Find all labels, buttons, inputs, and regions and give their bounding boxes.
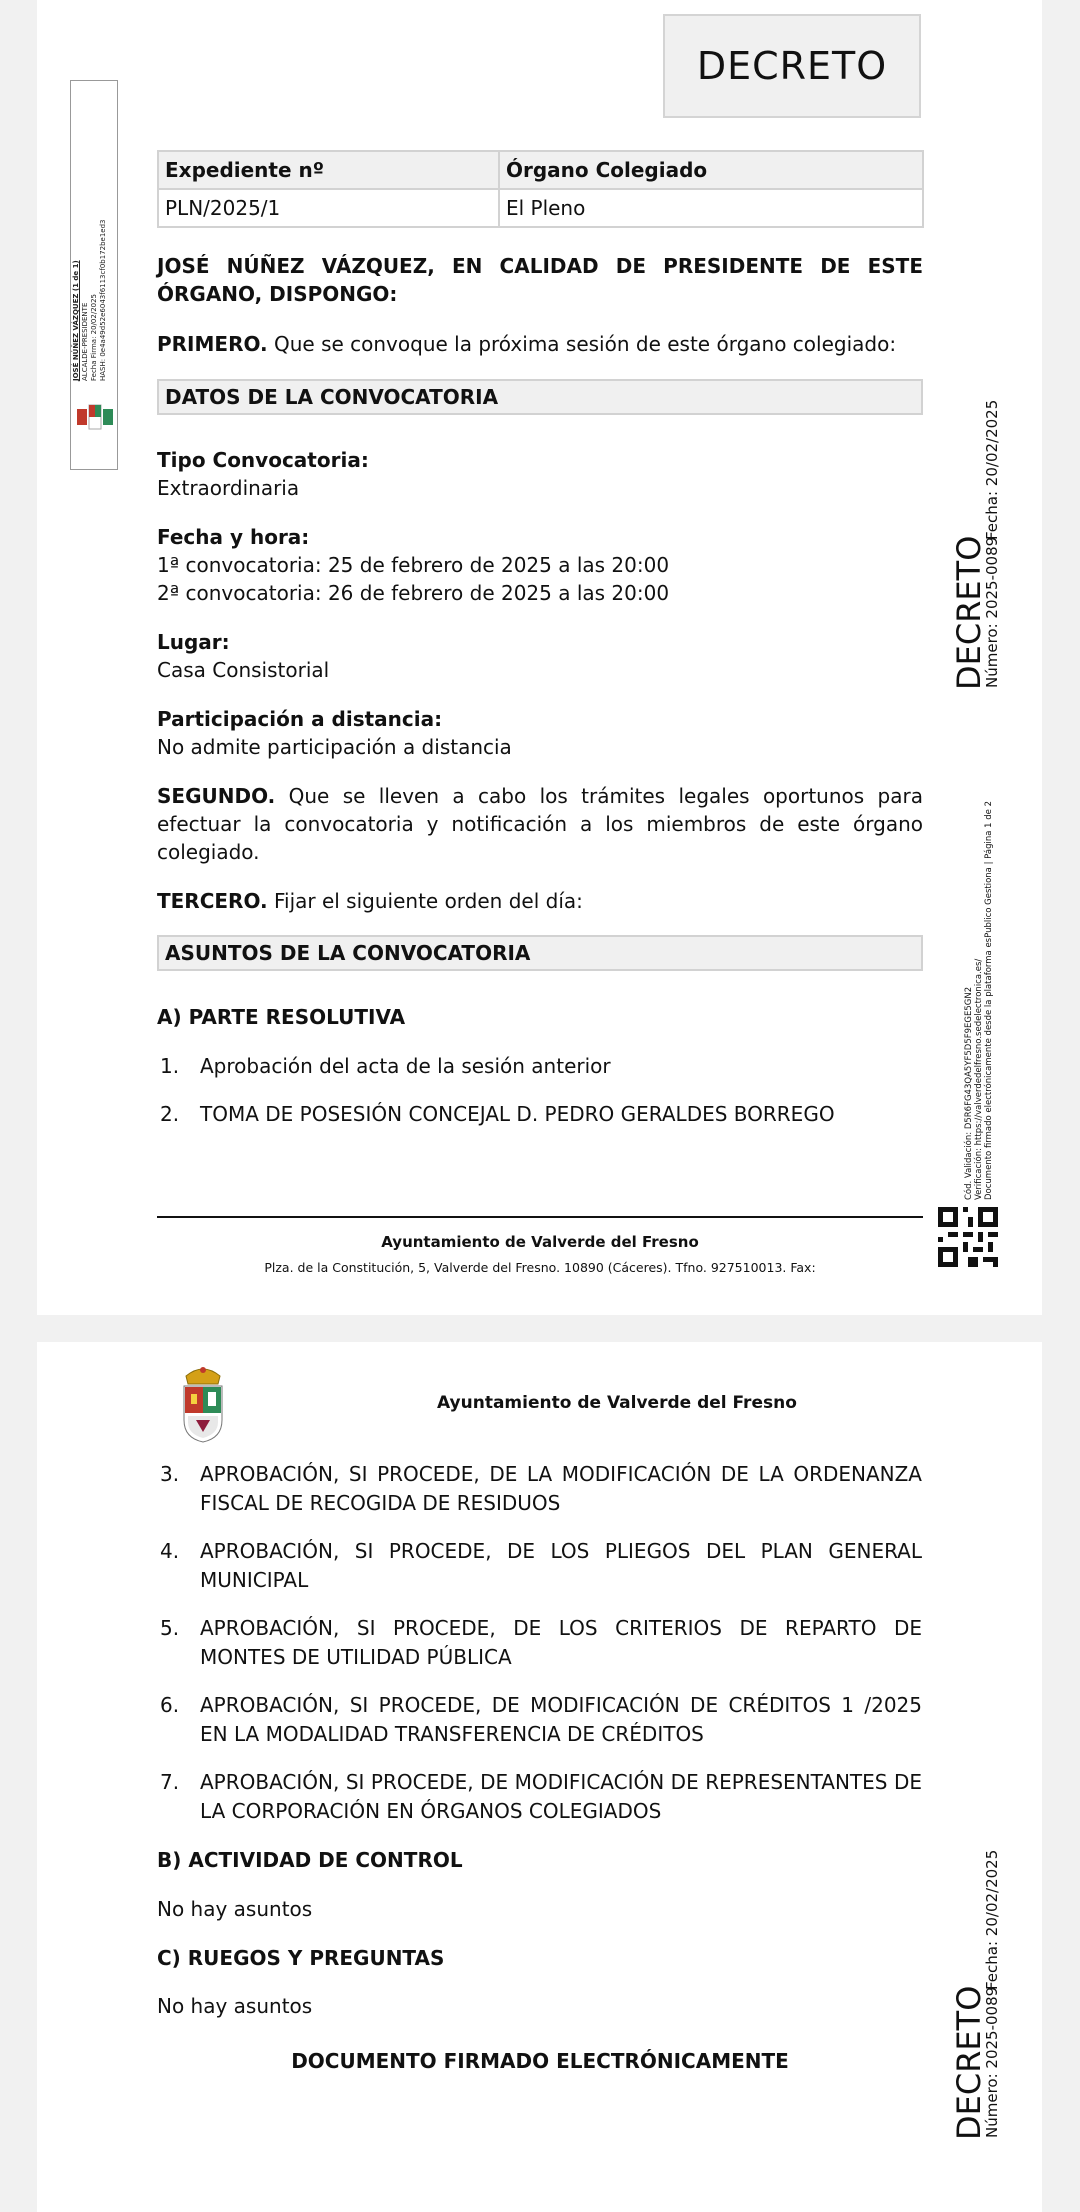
footer-divider <box>157 1216 923 1218</box>
footer-org-name: Ayuntamiento de Valverde del Fresno <box>381 1233 699 1251</box>
list-item-number: 5. <box>160 1616 180 1640</box>
list-item-text: TOMA DE POSESIÓN CONCEJAL D. PEDRO GERALDES BORREGO <box>200 1102 835 1126</box>
side-decreto-label: DECRETO <box>950 535 988 690</box>
parte-b-value: No hay asuntos <box>157 1897 313 1921</box>
side-fecha-p2: Fecha: 20/02/2025 <box>983 1849 1001 1990</box>
organo-header: Órgano Colegiado <box>499 151 923 189</box>
list-item-number: 1. <box>160 1054 180 1078</box>
lugar-label: Lugar: <box>157 630 230 654</box>
primero-label: PRIMERO. <box>157 332 268 356</box>
side-validation <box>964 801 994 1200</box>
fecha-segunda: 2ª convocatoria: 26 de febrero de 2025 a las 20:00 <box>157 581 670 605</box>
signature-date: Fecha Firma: 20/02/2025 <box>90 293 98 381</box>
decreto-title: DECRETO <box>696 44 888 88</box>
primero-paragraph <box>157 330 923 358</box>
footer-address: Plza. de la Constitución, 5, Valverde del Fresno. 10890 (Cáceres). Tfno. 927510013. Fax: <box>264 1260 816 1275</box>
tipo-label: Tipo Convocatoria: <box>157 448 369 472</box>
datos-section-header: DATOS DE LA CONVOCATORIA <box>157 379 923 415</box>
list-item-text: APROBACIÓN, SI PROCEDE, DE LA MODIFICACIÓN DE LA ORDENANZA FISCAL DE RECOGIDA DE RESIDUOS <box>200 1462 922 1515</box>
validation-platform: Documento firmado electrónicamente desde la plataforma esPublico Gestiona | Página 1 de 2 <box>984 800 994 1200</box>
expediente-table <box>157 150 924 228</box>
expediente-header: Expediente nº <box>158 151 499 189</box>
coat-of-arms-icon <box>178 1362 228 1444</box>
list-item-text: APROBACIÓN, SI PROCEDE, DE MODIFICACIÓN DE CRÉDITOS 1 /2025 EN LA MODALIDAD TRANSFERENCIA DE CRÉDITOS <box>200 1693 922 1746</box>
organo-value: El Pleno <box>499 189 923 227</box>
participacion-label: Participación a distancia: <box>157 707 443 731</box>
list-item-number: 7. <box>160 1770 180 1794</box>
participacion-value: No admite participación a distancia <box>157 735 512 759</box>
segundo-text: Que se lleven a cabo los trámites legales oportunos para efectuar la convocatoria y notificación a los miembros de este órgano colegiado. <box>157 784 923 864</box>
list-item-number: 4. <box>160 1539 180 1563</box>
side-fecha: Fecha: 20/02/2025 <box>983 399 1001 540</box>
list-item-number: 6. <box>160 1693 180 1717</box>
coat-of-arms-small-icon <box>75 401 115 435</box>
intro-statement: JOSÉ NÚÑEZ VÁZQUEZ, EN CALIDAD DE PRESIDENTE DE ESTE ÓRGANO, DISPONGO: <box>157 254 923 306</box>
signature-text <box>72 81 108 381</box>
signature-hash: HASH: 0e4a49d52e6043f6113cf0b172be1ed3 <box>99 219 107 381</box>
decreto-title-box <box>663 14 921 118</box>
firmado-statement: DOCUMENTO FIRMADO ELECTRÓNICAMENTE <box>291 2049 789 2073</box>
expediente-value: PLN/2025/1 <box>158 189 499 227</box>
side-numero-p2: Número: 2025-0089 <box>983 1986 1001 2138</box>
fecha-primera: 1ª convocatoria: 25 de febrero de 2025 a las 20:00 <box>157 553 670 577</box>
list-item-number: 2. <box>160 1102 180 1126</box>
signature-signer: JOSÉ NÚÑEZ VÁZQUEZ (1 de 1) <box>72 260 80 381</box>
list-item-text: APROBACIÓN, SI PROCEDE, DE LOS PLIEGOS DEL PLAN GENERAL MUNICIPAL <box>200 1539 922 1592</box>
parte-a-heading: A) PARTE RESOLUTIVA <box>157 1005 406 1029</box>
parte-b-heading: B) ACTIVIDAD DE CONTROL <box>157 1848 463 1872</box>
tercero-label: TERCERO. <box>157 889 268 913</box>
qr-code-icon <box>938 1207 998 1267</box>
list-item-number: 3. <box>160 1462 180 1486</box>
fecha-label: Fecha y hora: <box>157 525 310 549</box>
segundo-paragraph <box>157 782 923 866</box>
primero-text: Que se convoque la próxima sesión de este órgano colegiado: <box>267 332 897 356</box>
signature-role: ALCALDE-PRESIDENTE <box>81 302 89 381</box>
validation-url: Verificación: https://valverdedelfresno.sedelectronica.es/ <box>974 958 984 1200</box>
page2-header-org: Ayuntamiento de Valverde del Fresno <box>437 1393 797 1413</box>
validation-code: Cód. Validación: D5R6FG43QA5YF5D5F9EGE5GN2 <box>964 986 974 1200</box>
side-numero: Número: 2025-0089 <box>983 536 1001 688</box>
parte-c-heading: C) RUEGOS Y PREGUNTAS <box>157 1946 445 1970</box>
lugar-value: Casa Consistorial <box>157 658 330 682</box>
segundo-label: SEGUNDO. <box>157 784 276 808</box>
list-item-text: Aprobación del acta de la sesión anterior <box>200 1054 611 1078</box>
tipo-value: Extraordinaria <box>157 476 300 500</box>
asuntos-section-header: ASUNTOS DE LA CONVOCATORIA <box>157 935 923 971</box>
parte-c-value: No hay asuntos <box>157 1994 313 2018</box>
tercero-text: Fijar el siguiente orden del día: <box>267 889 583 913</box>
tercero-paragraph <box>157 887 923 915</box>
list-item-text: APROBACIÓN, SI PROCEDE, DE MODIFICACIÓN DE REPRESENTANTES DE LA CORPORACIÓN EN ÓRGANOS COLEGIADOS <box>200 1770 922 1823</box>
signature-strip <box>70 80 118 470</box>
list-item-text: APROBACIÓN, SI PROCEDE, DE LOS CRITERIOS DE REPARTO DE MONTES DE UTILIDAD PÚBLICA <box>200 1616 922 1669</box>
side-decreto-label-p2: DECRETO <box>950 1985 988 2140</box>
